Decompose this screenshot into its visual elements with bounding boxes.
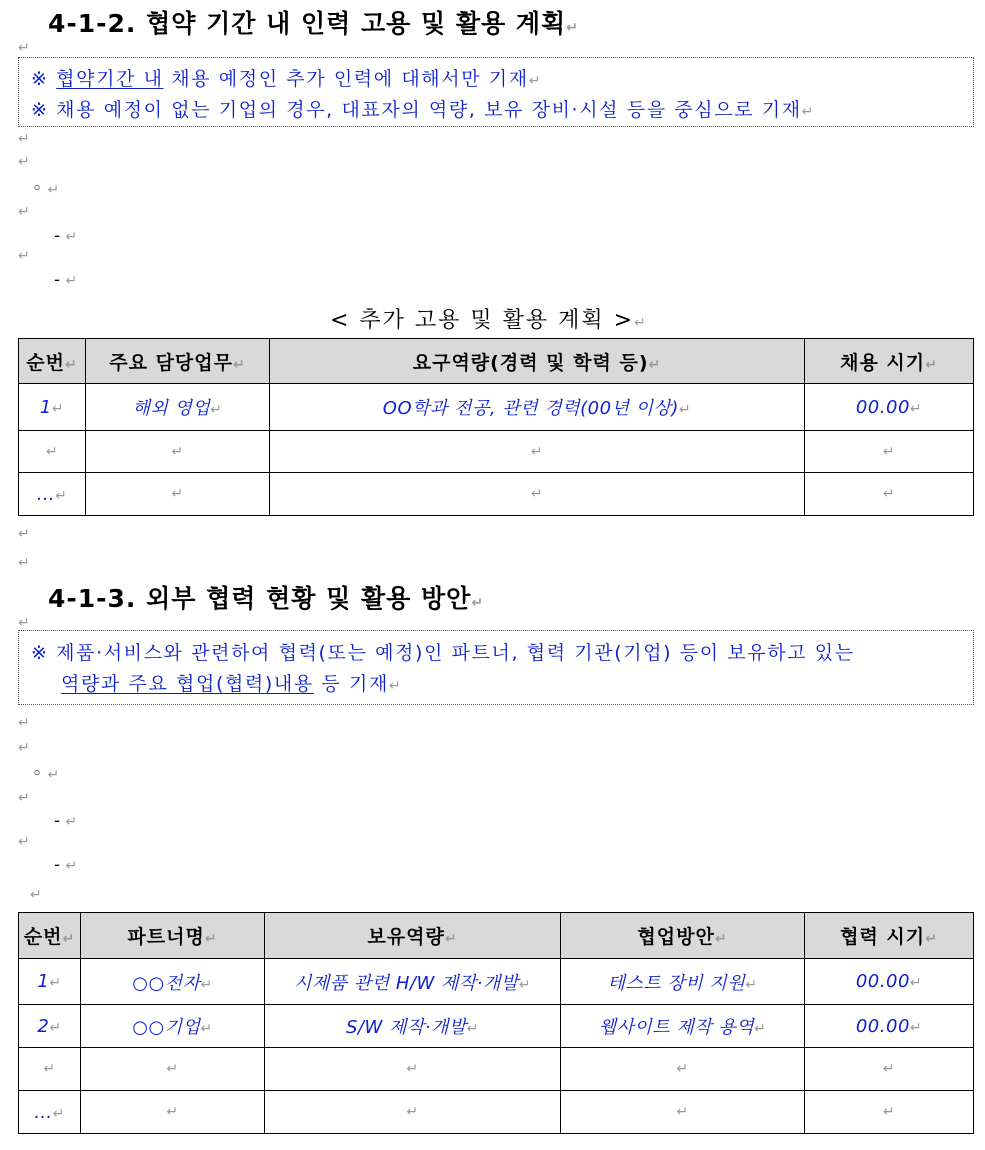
header-cell: 협업방안↵ bbox=[561, 913, 805, 959]
table-cell: ↵ bbox=[805, 473, 974, 516]
dash-bullet-line: - ↵ bbox=[54, 855, 78, 875]
table-cell: ↵ bbox=[561, 1048, 805, 1091]
table-cell: ↵ bbox=[19, 1048, 81, 1091]
notice-line-2: ※ 채용 예정이 없는 기업의 경우, 대표자의 역량, 보유 장비·시설 등을 중심으로 기재↵ bbox=[31, 99, 815, 121]
table-row bbox=[19, 1091, 974, 1134]
table-cell: 1↵ bbox=[19, 959, 81, 1005]
header-cell: 협력 시기↵ bbox=[805, 913, 974, 959]
table-cell: ↵ bbox=[86, 431, 270, 473]
table-cell: 1↵ bbox=[19, 384, 86, 431]
table-cell: ↵ bbox=[19, 431, 86, 473]
dash-bullet-line: - ↵ bbox=[54, 811, 78, 831]
table-cell: ↵ bbox=[86, 473, 270, 516]
table-cell: S/W 제작·개발↵ bbox=[265, 1005, 561, 1048]
table-cell: ↵ bbox=[265, 1048, 561, 1091]
header-cell: 순번↵ bbox=[19, 339, 86, 384]
empty-paragraph-mark: ↵ bbox=[18, 154, 30, 170]
table-cell: ↵ bbox=[805, 1091, 974, 1134]
header-cell: 순번↵ bbox=[19, 913, 81, 959]
header-cell: 파트너명↵ bbox=[81, 913, 265, 959]
empty-paragraph-mark: ↵ bbox=[18, 204, 30, 220]
table-cell: 해외 영업↵ bbox=[86, 384, 270, 431]
table-row bbox=[19, 1005, 974, 1048]
table-row bbox=[19, 1048, 974, 1091]
table-cell: 00.00↵ bbox=[805, 384, 974, 431]
empty-paragraph-mark: ↵ bbox=[18, 248, 30, 264]
table-cell: ↵ bbox=[270, 431, 805, 473]
table-cell: ○○전자↵ bbox=[81, 959, 265, 1005]
dash-bullet-line: - ↵ bbox=[54, 226, 78, 246]
table-cell: ○○기업↵ bbox=[81, 1005, 265, 1048]
table-header-row bbox=[19, 339, 974, 384]
table-cell: OO학과 전공, 관련 경력(00년 이상)↵ bbox=[270, 384, 805, 431]
table-cell: …↵ bbox=[19, 1091, 81, 1134]
table-cell: 테스트 장비 지원↵ bbox=[561, 959, 805, 1005]
table-cell: ↵ bbox=[805, 1048, 974, 1091]
table-row bbox=[19, 384, 974, 431]
table-cell: 00.00↵ bbox=[805, 1005, 974, 1048]
empty-paragraph-mark: ↵ bbox=[18, 740, 30, 756]
section-1-notice-box bbox=[18, 57, 974, 127]
circle-bullet-line: ◦ ↵ bbox=[32, 179, 60, 199]
empty-paragraph-mark: ↵ bbox=[18, 131, 30, 147]
empty-paragraph-mark: ↵ bbox=[18, 615, 30, 631]
table-cell: ↵ bbox=[561, 1091, 805, 1134]
hiring-plan-table bbox=[18, 338, 974, 516]
header-cell: 주요 담당업무↵ bbox=[86, 339, 270, 384]
empty-paragraph-mark: ↵ bbox=[18, 555, 30, 571]
table-cell: 시제품 관련 H/W 제작·개발↵ bbox=[265, 959, 561, 1005]
table-cell: 2↵ bbox=[19, 1005, 81, 1048]
table-row bbox=[19, 959, 974, 1005]
table-row bbox=[19, 431, 974, 473]
table-cell: ↵ bbox=[265, 1091, 561, 1134]
header-cell: 보유역량↵ bbox=[265, 913, 561, 959]
table-cell: ↵ bbox=[270, 473, 805, 516]
table-cell: ↵ bbox=[81, 1091, 265, 1134]
empty-paragraph-mark: ↵ bbox=[18, 834, 30, 850]
empty-paragraph-mark: ↵ bbox=[18, 790, 30, 806]
table-cell: ↵ bbox=[805, 431, 974, 473]
dash-bullet-line: - ↵ bbox=[54, 270, 78, 290]
circle-bullet-line: ◦ ↵ bbox=[32, 764, 60, 784]
table-cell: ↵ bbox=[81, 1048, 265, 1091]
header-cell: 요구역량(경력 및 학력 등)↵ bbox=[270, 339, 805, 384]
empty-paragraph-mark: ↵ bbox=[18, 40, 30, 56]
partner-cooperation-table bbox=[18, 912, 974, 1134]
notice-line-2: 역량과 주요 협업(협력)내용 등 기재↵ bbox=[61, 673, 403, 695]
table-caption: < 추가 고용 및 활용 계획 >↵ bbox=[330, 308, 648, 333]
header-cell: 채용 시기↵ bbox=[805, 339, 974, 384]
notice-line-1: ※ 협약기간 내 채용 예정인 추가 인력에 대해서만 기재↵ bbox=[31, 68, 543, 90]
section-2-notice-box bbox=[18, 630, 974, 705]
table-cell: 웹사이트 제작 용역↵ bbox=[561, 1005, 805, 1048]
empty-paragraph-mark: ↵ bbox=[18, 526, 30, 542]
table-cell: …↵ bbox=[19, 473, 86, 516]
table-row bbox=[19, 473, 974, 516]
table-header-row bbox=[19, 913, 974, 959]
empty-paragraph-mark: ↵ bbox=[18, 715, 30, 731]
empty-paragraph-mark: ↵ bbox=[30, 887, 42, 903]
table-cell: 00.00↵ bbox=[805, 959, 974, 1005]
section-2-title: 4-1-3. 외부 협력 현황 및 활용 방안↵ bbox=[48, 584, 485, 613]
section-1-title: 4-1-2. 협약 기간 내 인력 고용 및 활용 계획↵ bbox=[48, 9, 579, 38]
notice-line-1: ※ 제품·서비스와 관련하여 협력(또는 예정)인 파트너, 협력 기관(기업) 등이 보유하고 있는 bbox=[31, 642, 855, 664]
